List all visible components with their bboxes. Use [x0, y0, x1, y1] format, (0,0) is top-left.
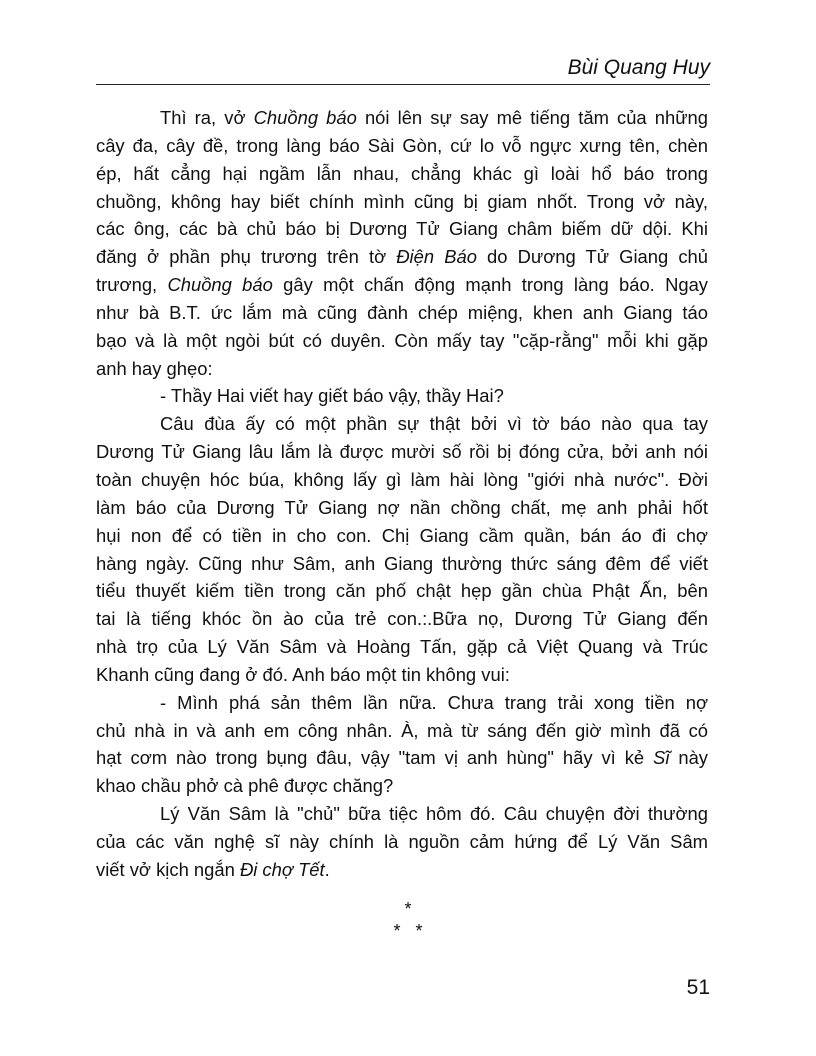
text-segment: làm báo của Dương Tử Giang nợ nần chồng chất, mẹ anh phải hốt: [96, 496, 708, 518]
running-header-author: Bùi Quang Huy: [567, 56, 710, 79]
text-segment: Khanh cũng đang ở đó. Anh báo một tin không vui:: [96, 663, 510, 685]
italic-title: Điện Báo: [396, 246, 477, 268]
text-segment: chủ nhà in và anh em công nhân. À, mà từ sáng đến giờ mình đã có: [96, 719, 708, 741]
text-line: [96, 355, 708, 383]
text-line: [96, 299, 708, 327]
italic-title: Chuồng báo: [253, 107, 357, 128]
text-line: [96, 188, 708, 216]
section-separator: [0, 898, 816, 942]
separator-bottom-asterisks: * *: [393, 921, 423, 941]
text-segment: Dương Tử Giang lâu lắm là được mười số rồi bị đóng cửa, bởi anh nói: [96, 441, 708, 463]
separator-top-asterisk: *: [404, 899, 412, 919]
text-line: [96, 577, 708, 605]
text-segment: nhà trọ của Lý Văn Sâm và Hoàng Tấn, gặp cả Việt Quang và Trúc: [96, 636, 708, 658]
text-segment: ép, hất cẳng hại ngầm lẫn nhau, chẳng khác gì loài hổ báo trong: [96, 162, 708, 184]
text-segment: khao chầu phở cà phê được chăng?: [96, 775, 394, 797]
text-segment: do Dương Tử Giang chủ: [476, 246, 708, 268]
text-segment: nói lên sự say mê tiếng tăm của những: [356, 107, 708, 128]
text-segment: viết vở kịch ngắn: [96, 858, 240, 880]
text-segment: toàn chuyện hóc búa, không lấy gì làm hài lòng "giới nhà nước". Đời: [96, 468, 708, 490]
text-segment: anh hay ghẹo:: [96, 357, 213, 379]
text-line: [96, 410, 708, 438]
text-line: [96, 717, 708, 745]
text-segment: đăng ở phần phụ trương trên tờ: [96, 246, 397, 268]
text-line: [96, 856, 708, 884]
text-segment: bạo và là một ngòi bút có duyên. Còn mấy tay "cặp-rằng" mỗi khi gặp: [96, 329, 708, 351]
text-segment: Lý Văn Sâm là "chủ" bữa tiệc hôm đó. Câu chuyện đời thường: [160, 803, 708, 825]
text-segment: .: [324, 858, 330, 880]
text-line: [96, 689, 708, 717]
text-segment: gây một chấn động mạnh trong làng báo. Ngay: [272, 274, 709, 296]
text-line: [96, 828, 708, 856]
text-line: [96, 772, 708, 800]
text-line: [96, 327, 708, 355]
body-text: [96, 104, 708, 884]
text-line: [96, 744, 708, 772]
header-rule: [96, 84, 710, 85]
text-segment: các ông, các bà chủ báo bị Dương Tử Giang châm biếm dữ dội. Khi: [96, 218, 708, 240]
italic-title: Sĩ: [653, 747, 670, 769]
text-segment: hạt cơm nào trong bụng đâu, vậy "tam vị anh hùng" hãy vì kẻ: [96, 747, 654, 769]
text-segment: - Mình phá sản thêm lần nữa. Chưa trang trải xong tiền nợ: [160, 691, 708, 713]
text-segment: chuồng, không hay biết chính mình cũng bị giam nhốt. Trong vở này,: [96, 190, 708, 212]
text-line: [96, 800, 708, 828]
text-line: [96, 661, 708, 689]
text-segment: của các văn nghệ sĩ này chính là nguồn cảm hứng để Lý Văn Sâm: [96, 830, 708, 852]
text-line: [96, 438, 708, 466]
text-segment: hàng ngày. Cũng như Sâm, anh Giang thường thức sáng đêm để viết: [96, 552, 708, 574]
text-segment: - Thầy Hai viết hay giết báo vậy, thầy Hai?: [160, 385, 504, 407]
text-line: [96, 160, 708, 188]
text-line: [96, 466, 708, 494]
text-line: [96, 550, 708, 578]
italic-title: Chuồng báo: [167, 274, 273, 296]
text-segment: này: [669, 747, 708, 769]
text-segment: Câu đùa ấy có một phần sự thật bởi vì tờ báo nào qua tay: [160, 413, 708, 435]
text-segment: như bà B.T. ức lắm mà cũng đành chép miệng, khen anh Giang táo: [96, 301, 708, 323]
text-line: [96, 104, 708, 132]
text-segment: Thì ra, vở: [160, 107, 254, 128]
text-segment: cây đa, cây đề, trong làng báo Sài Gòn, cứ lo vỗ ngực xưng tên, chèn: [96, 134, 708, 156]
text-line: [96, 522, 708, 550]
text-line: [96, 243, 708, 271]
text-line: [96, 271, 708, 299]
text-line: [96, 605, 708, 633]
text-line: [96, 633, 708, 661]
text-line: [96, 215, 708, 243]
text-segment: tiểu thuyết kiếm tiền trong căn phố chật hẹp gần chùa Phật Ấn, bên: [96, 580, 708, 602]
text-segment: hụi non để có tiền in cho con. Chị Giang cầm quần, bán áo đi chợ: [96, 524, 708, 546]
text-line: [96, 382, 708, 410]
italic-title: Đi chợ Tết: [239, 858, 325, 880]
page-number: 51: [686, 976, 710, 999]
text-segment: tai là tiếng khóc ồn ào của trẻ con.:.Bữa nọ, Dương Tử Giang đến: [96, 608, 708, 630]
text-line: [96, 132, 708, 160]
text-segment: trương,: [96, 274, 168, 296]
text-line: [96, 494, 708, 522]
